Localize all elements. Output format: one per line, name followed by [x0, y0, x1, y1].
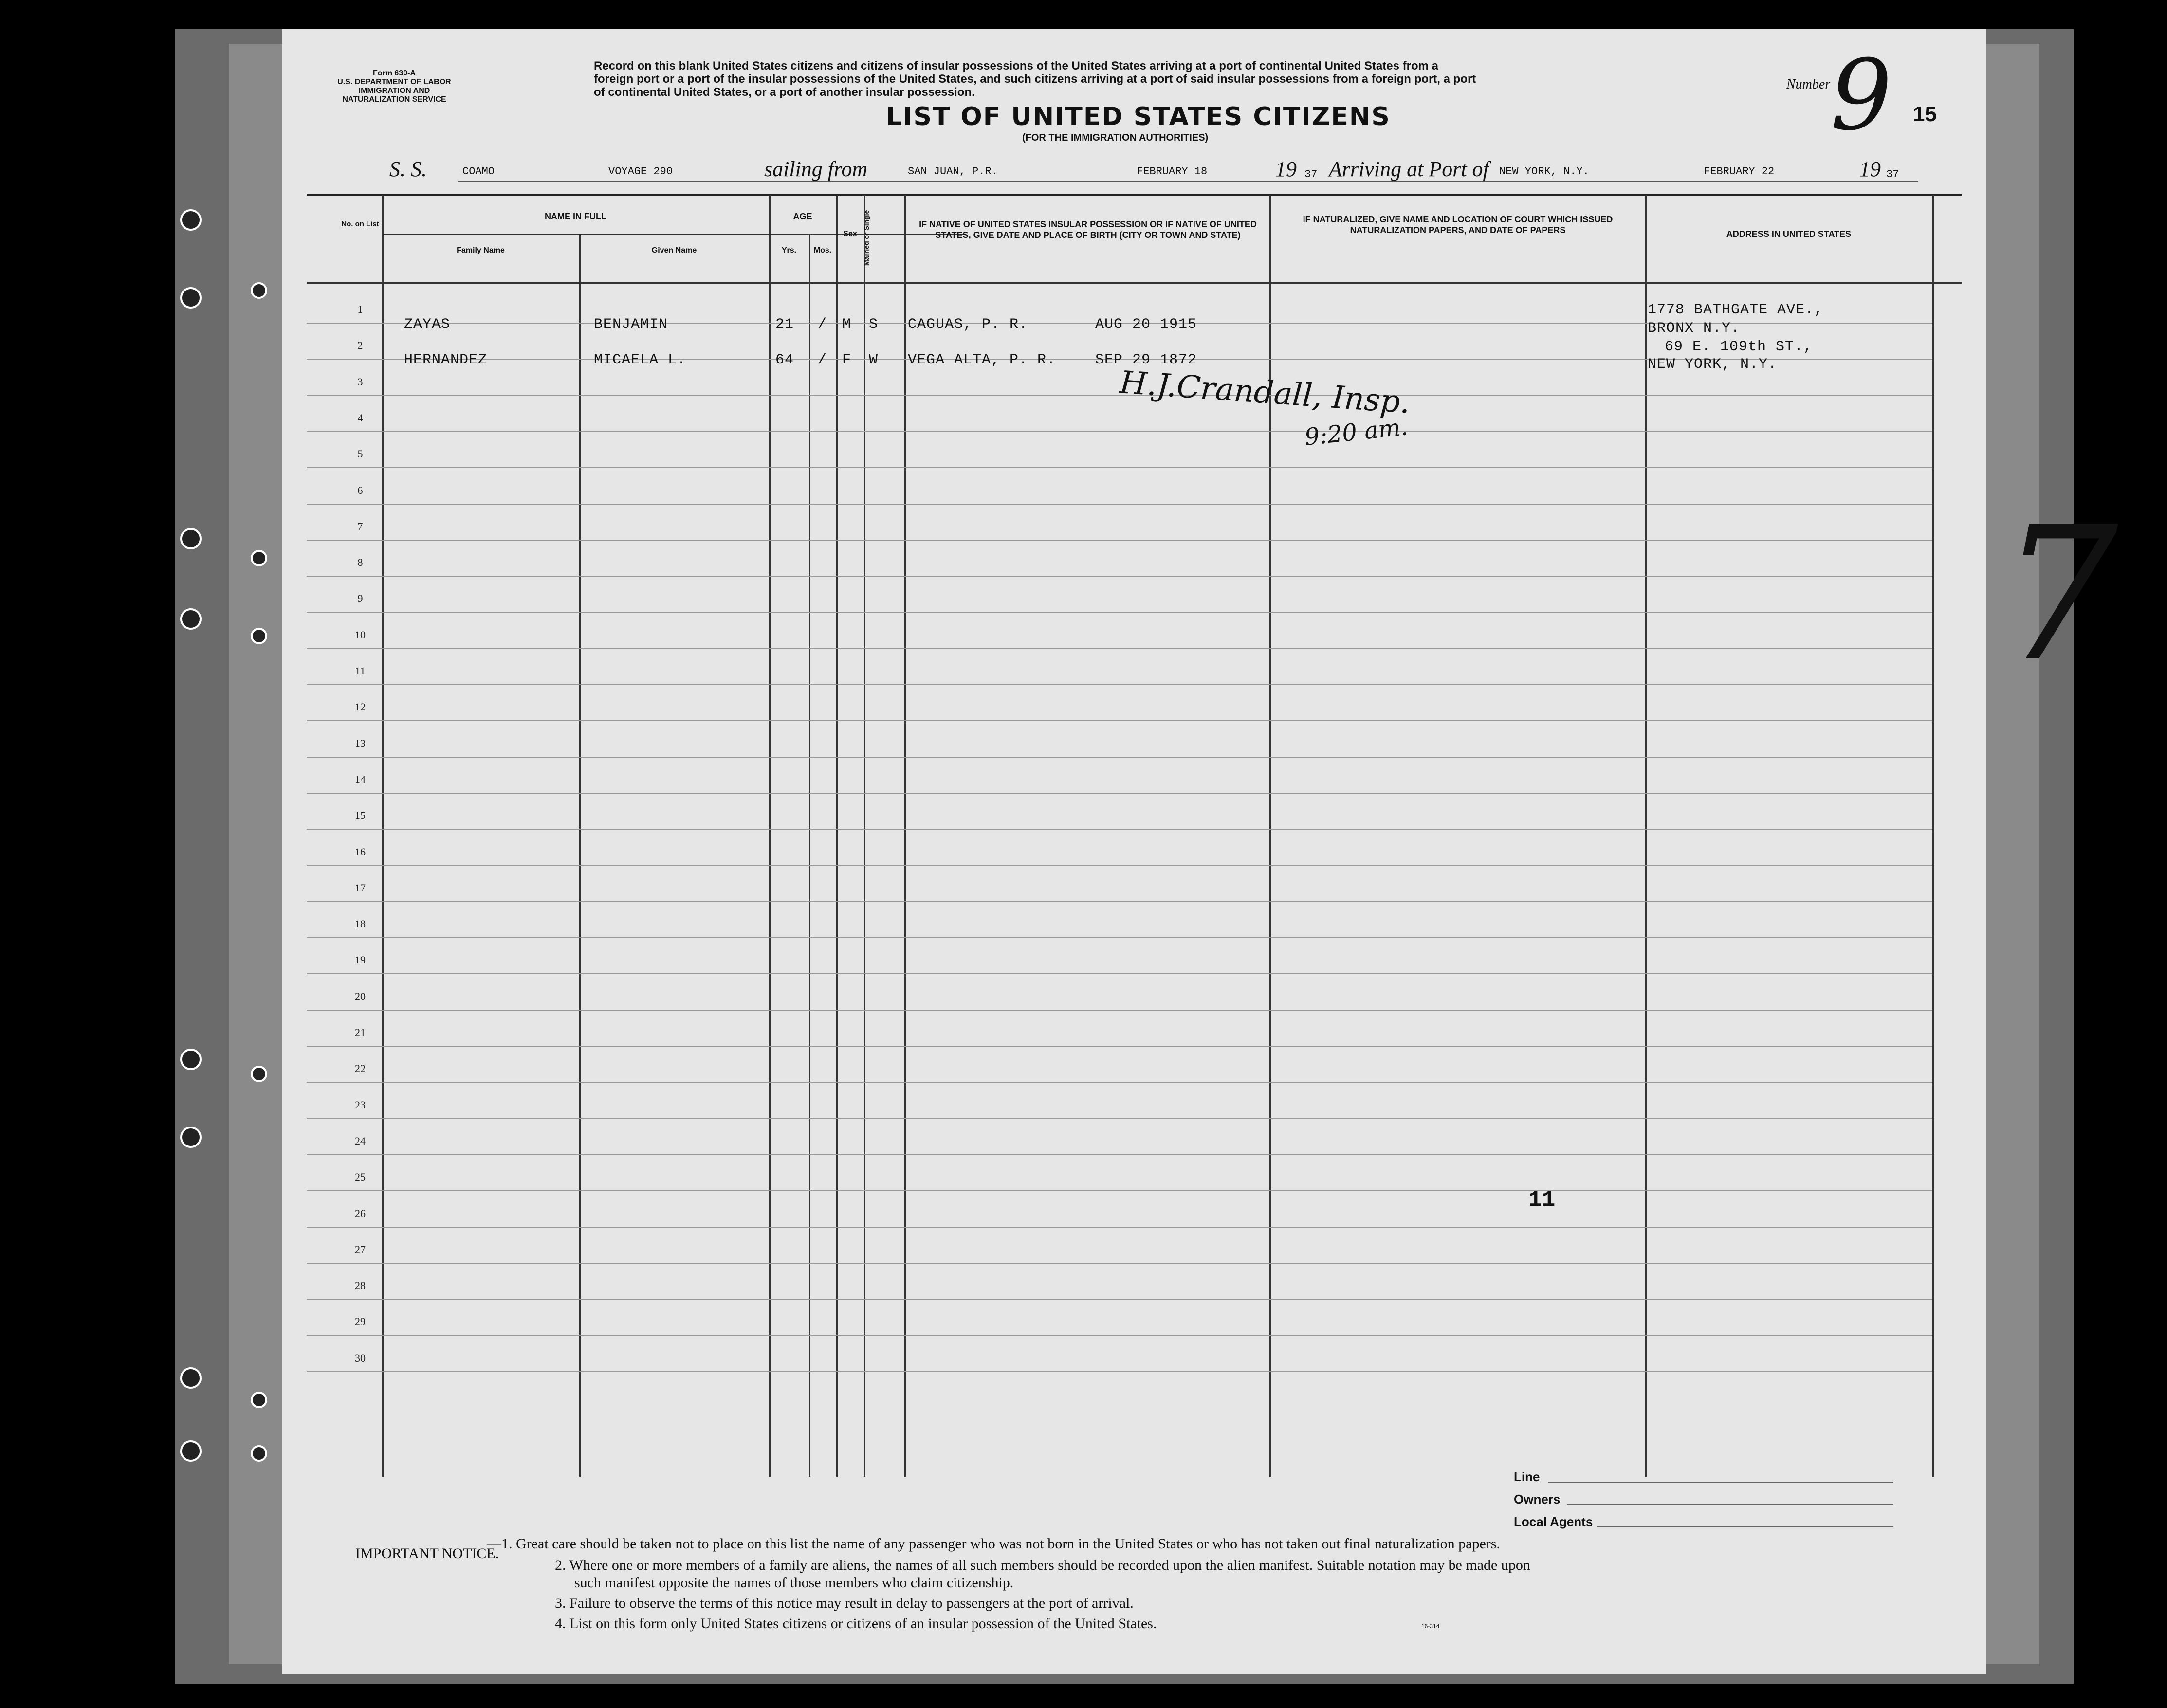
age-months: / [818, 352, 827, 368]
row-number: 1 [357, 303, 363, 315]
column-divider [382, 195, 384, 1477]
column-divider [769, 195, 771, 1477]
stamp-number: 11 [1528, 1187, 1556, 1213]
address-line1: 69 E. 109th ST., [1665, 339, 1813, 355]
row-line [307, 1118, 1932, 1119]
row-number: 12 [355, 701, 366, 713]
col-given-name: Given Name [651, 246, 697, 254]
inspector-signature: H.J.Crandall, Insp. [1119, 364, 1412, 421]
print-code: 16-314 [1421, 1623, 1440, 1630]
row-number: 15 [355, 809, 366, 822]
row-number: 27 [355, 1243, 366, 1255]
column-divider [809, 234, 810, 1477]
family-name: ZAYAS [404, 316, 451, 333]
address-line2: BRONX N.Y. [1648, 320, 1741, 337]
row-number: 17 [355, 881, 366, 894]
age-years: 21 [775, 316, 794, 333]
col-name-in-full: NAME IN FULL [545, 212, 606, 221]
row-number: 19 [355, 954, 366, 966]
row-line [307, 684, 1932, 685]
number-label: Number [1786, 77, 1831, 92]
number-value: 9 [1830, 39, 1892, 152]
margin-number: 7 [2001, 487, 2118, 702]
address-line1: 1778 BATHGATE AVE., [1648, 302, 1824, 318]
form-id: Form 630-A [372, 69, 416, 77]
col-address: ADDRESS IN UNITED STATES [1726, 229, 1852, 239]
col-naturalized: IF NATURALIZED, GIVE NAME AND LOCATION OF COURT WHICH ISSUED NATURALIZATION PAPERS, AND DATE OF PAPERS [1303, 215, 1613, 235]
row-line [307, 1190, 1932, 1191]
binder-hole [251, 282, 267, 299]
col-yrs: Yrs. [781, 246, 797, 254]
age-months: / [818, 316, 827, 333]
page-subtitle: (FOR THE IMMIGRATION AUTHORITIES) [1022, 132, 1209, 143]
column-divider [836, 195, 838, 1477]
notice-2b: such manifest opposite the names of those members who claim citizenship. [574, 1575, 1014, 1591]
marital-status: W [869, 352, 879, 368]
column-divider [864, 195, 865, 1477]
binder-hole [180, 1049, 202, 1070]
row-number: 26 [355, 1207, 366, 1219]
year-to: 37 [1886, 168, 1899, 181]
notice-title: IMPORTANT NOTICE. [355, 1545, 499, 1562]
agents-underline [1597, 1526, 1893, 1527]
owners-underline [1567, 1504, 1893, 1505]
row-line [307, 431, 1932, 432]
row-line [307, 1335, 1932, 1336]
row-line [307, 648, 1932, 649]
notice-3: 3. Failure to observe the terms of this notice may result in delay to passengers at the port of arrival. [555, 1595, 1134, 1611]
col-family-name: Family Name [457, 246, 505, 254]
date-to: FEBRUARY 22 [1704, 165, 1775, 178]
page-title: LIST OF UNITED STATES CITIZENS [886, 102, 1391, 131]
header-bottom-border [307, 282, 1962, 284]
col-sex: Sex [843, 230, 857, 238]
line-label: Line [1514, 1470, 1540, 1484]
row-line [307, 757, 1932, 758]
col-age: AGE [793, 212, 812, 221]
row-line [307, 540, 1932, 541]
row-number: 6 [357, 484, 363, 496]
row-number: 4 [357, 411, 363, 424]
age-years: 64 [775, 352, 794, 368]
signature-time: 9:20 am. [1303, 413, 1409, 451]
row-number: 8 [357, 556, 363, 569]
given-name: MICAELA L. [594, 352, 687, 368]
row-number: 29 [355, 1315, 366, 1328]
row-number: 20 [355, 990, 366, 1002]
binder-hole [180, 1440, 202, 1462]
binder-hole [180, 209, 202, 231]
department: U.S. DEPARTMENT OF LABOR [337, 78, 451, 86]
row-number: 3 [357, 375, 363, 388]
binder-hole [251, 1066, 267, 1082]
name-subheader-line [382, 234, 966, 235]
arriving-label: Arriving at Port of [1329, 157, 1489, 181]
binder-hole [251, 628, 267, 644]
birthdate: AUG 20 1915 [1095, 316, 1197, 333]
ship-name: COAMO [462, 165, 495, 178]
sex: F [842, 352, 852, 368]
family-name: HERNANDEZ [404, 352, 488, 368]
row-number: 13 [355, 737, 366, 749]
year-prefix-to: 19 [1859, 157, 1881, 181]
birthdate: SEP 29 1872 [1095, 352, 1197, 368]
row-line [307, 1082, 1932, 1083]
binder-hole [180, 608, 202, 630]
row-line [307, 865, 1932, 866]
year-from: 37 [1304, 168, 1318, 181]
row-number: 21 [355, 1026, 366, 1038]
row-line [307, 1371, 1932, 1372]
row-line [307, 720, 1932, 721]
table-top-border [307, 194, 1962, 196]
row-line [307, 1227, 1932, 1228]
binder-hole [180, 287, 202, 309]
row-number: 18 [355, 918, 366, 930]
row-line [307, 937, 1932, 938]
notice-1: —1. Great care should be taken not to place on this list the name of any passenger who was not born in the United States or who has not taken out final naturalization papers. [487, 1536, 1500, 1552]
col-mos: Mos. [813, 246, 832, 254]
row-line [307, 576, 1932, 577]
col-married-single: Married or Single [863, 210, 870, 266]
header-note-3: of continental United States, or a port of another insular possession. [594, 86, 975, 99]
row-line [307, 504, 1932, 505]
binder-hole [180, 528, 202, 549]
row-line [307, 793, 1932, 794]
column-divider [1932, 195, 1934, 1477]
row-line [307, 1299, 1932, 1300]
row-line [307, 1154, 1932, 1155]
line-underline [1548, 1482, 1893, 1483]
birthplace: CAGUAS, P. R. [908, 316, 1028, 333]
binder-hole [251, 1392, 267, 1408]
manifest-page [282, 29, 1986, 1674]
row-number: 16 [355, 845, 366, 858]
birthplace: VEGA ALTA, P. R. [908, 352, 1056, 368]
ss-label: S. S. [389, 157, 427, 181]
header-note-1: Record on this blank United States citizens and citizens of insular possessions of the United States arriving at a port of continental United States from a [594, 59, 1438, 73]
binder-hole [251, 550, 267, 566]
row-number: 25 [355, 1171, 366, 1183]
row-number: 11 [355, 665, 366, 677]
binder-hole [180, 1127, 202, 1148]
row-number: 30 [355, 1351, 366, 1364]
page-number: 15 [1913, 102, 1937, 126]
notice-2a: 2. Where one or more members of a family are aliens, the names of all such members should be recorded upon the alien manifest. Suitable notation may be made upon [555, 1557, 1530, 1573]
row-line [307, 1010, 1932, 1011]
date-from: FEBRUARY 18 [1137, 165, 1208, 178]
port-to: NEW YORK, N.Y. [1499, 165, 1589, 178]
row-line [307, 467, 1932, 468]
sailing-from-label: sailing from [764, 157, 868, 181]
row-number: 24 [355, 1134, 366, 1147]
row-line [307, 829, 1932, 830]
owners-label: Owners [1514, 1492, 1561, 1507]
row-number: 9 [357, 592, 363, 605]
port-from: SAN JUAN, P.R. [908, 165, 998, 178]
row-number: 28 [355, 1279, 366, 1292]
service-line1: IMMIGRATION AND [358, 87, 430, 95]
address-line2: NEW YORK, N.Y. [1648, 356, 1778, 373]
row-number: 10 [355, 628, 366, 641]
row-line [307, 1046, 1932, 1047]
column-divider [904, 195, 906, 1477]
voyage-underline [458, 181, 1918, 182]
marital-status: S [869, 316, 879, 333]
row-number: 23 [355, 1098, 366, 1111]
col-no-on-list: No. on List [341, 220, 379, 228]
row-number: 7 [357, 520, 363, 532]
given-name: BENJAMIN [594, 316, 668, 333]
binder-hole [180, 1367, 202, 1389]
service-line2: NATURALIZATION SERVICE [342, 95, 446, 104]
row-line [307, 1263, 1932, 1264]
row-number: 5 [357, 448, 363, 460]
row-number: 2 [357, 339, 363, 352]
header-note-2: foreign port or a port of the insular possessions of the United States, and such citizens arriving at a port of said insular possessions from a foreign port, a port [594, 73, 1476, 86]
row-line [307, 612, 1932, 613]
voyage-number: VOYAGE 290 [608, 165, 673, 178]
row-number: 22 [355, 1062, 366, 1075]
agents-label: Local Agents [1514, 1514, 1593, 1529]
year-prefix-from: 19 [1275, 157, 1297, 181]
row-line [307, 973, 1932, 974]
col-native: IF NATIVE OF UNITED STATES INSULAR POSSESSION OR IF NATIVE OF UNITED STATES, GIVE DATE AND PLACE OF BIRTH (CITY OR TOWN AND STATE) [919, 219, 1257, 240]
notice-4: 4. List on this form only United States citizens or citizens of an insular possession of the United States. [555, 1616, 1157, 1632]
binder-hole [251, 1445, 267, 1462]
row-number: 14 [355, 773, 366, 785]
column-divider [579, 234, 581, 1477]
row-line [307, 901, 1932, 902]
column-divider [1645, 195, 1647, 1477]
sex: M [842, 316, 852, 333]
